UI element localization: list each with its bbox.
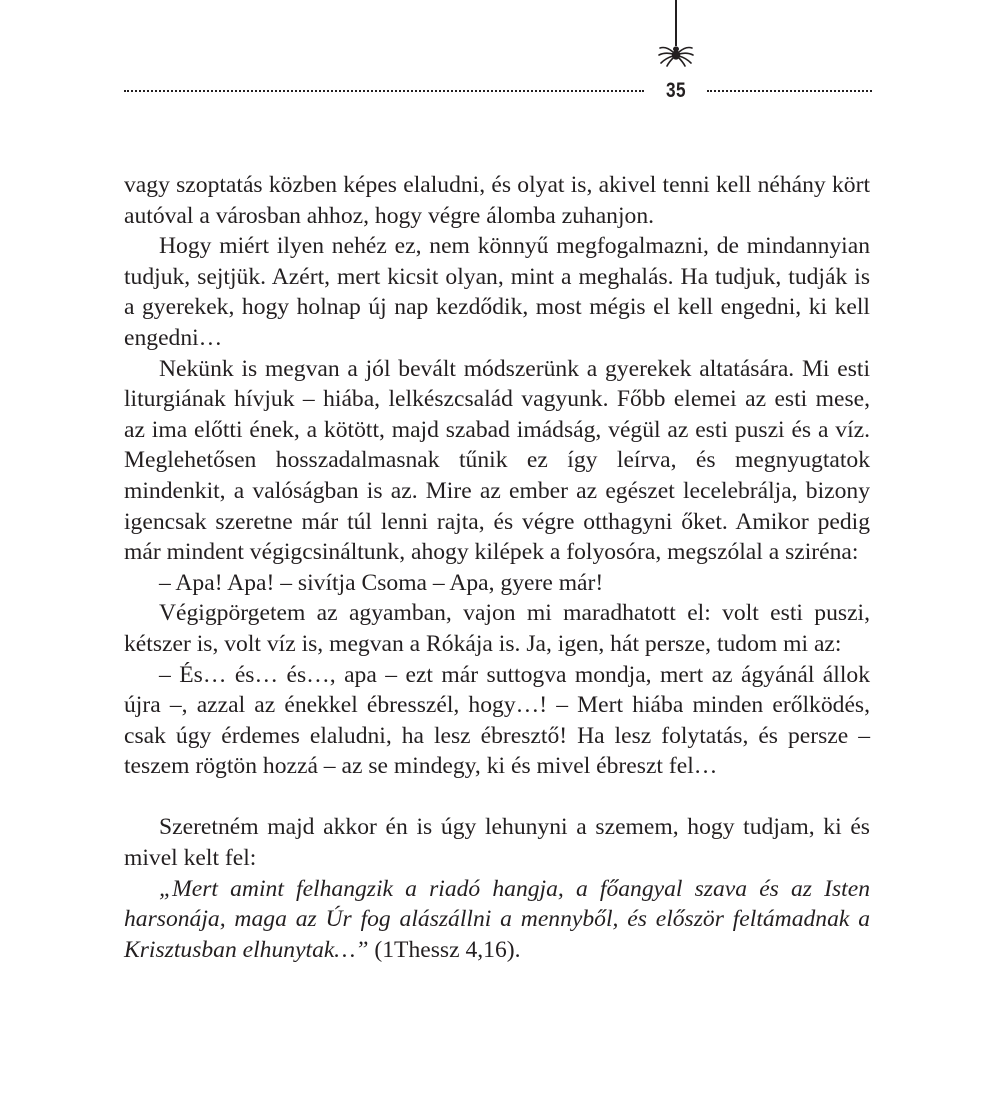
page-header	[0, 0, 993, 110]
dialogue-line: – Apa! Apa! – sivítja Csoma – Apa, gyere már!	[159, 569, 604, 596]
spider-icon	[656, 38, 696, 68]
paragraph: Hogy miért ilyen nehéz ez, nem könnyű megfogalmazni, de mindannyian tudjuk, sejtjük. Azért, mert kicsit olyan, mint a meghalás. Ha tudjuk, tudják is a gyerekek, hogy holnap új nap kezdődik, most mégis el kell engedni, ki kell engedni…	[124, 233, 870, 351]
header-rule-left	[124, 90, 644, 92]
quote-reference: (1Thessz 4,16).	[368, 936, 521, 963]
paragraph: Nekünk is megvan a jól bevált módszerünk a gyerekek altatására. Mi esti liturgiának hívjuk – hiába, lelkészcsalád vagyunk. Főbb elemei az esti mese, az ima előtti ének, a kötött, majd szabad imádság, végül az esti puszi és a víz. Meglehetősen hosszadalmasnak tűnik ez így leírva, és megnyugtatok mindenkit, a valóságban is az. Mire az ember az egészet lecelebrálja, bizony igencsak szeretne már túl lenni rajta, és végre otthagyni őket. Amikor pedig már mindent végigcsináltunk, ahogy kilépek a folyosóra, megszólal a sziréna:	[124, 355, 870, 566]
paragraph: Végigpörgetem az agyamban, vajon mi maradhatott el: volt esti puszi, kétszer is, volt víz is, megvan a Rókája is. Ja, igen, hát persze, tudom mi az:	[124, 600, 870, 657]
body-text	[124, 170, 870, 965]
page-number: 35	[666, 79, 686, 102]
paragraph: Szeretném majd akkor én is úgy lehunyni a szemem, hogy tudjam, ki és mivel kelt fel:	[124, 814, 870, 872]
quote-text: „Mert amint felhangzik a riadó hangja, a főangyal szava és az Isten harsonája, maga az Úr fog alászállni a mennyből, és először feltámadnak a Krisztusban elhunytak…”	[124, 875, 870, 963]
dialogue-line: – És… és… és…, apa – ezt már suttogva mondja, mert az ágyánál állok újra –, azzal az énekkel ébresszél, hogy…! – Mert hiába minden erőlködés, csak úgy érdemes elaludni, ha lesz ébresztő! Ha lesz folytatás, és persze – teszem rögtön hozzá – az se mindegy, ki és mivel ébreszt fel…	[124, 661, 870, 780]
bible-quote	[124, 874, 870, 966]
header-rule-right	[707, 90, 872, 92]
paragraph: vagy szoptatás közben képes elaludni, és olyat is, akivel tenni kell néhány kört autóval a városban ahhoz, hogy végre álomba zuhanjon.	[124, 172, 870, 229]
